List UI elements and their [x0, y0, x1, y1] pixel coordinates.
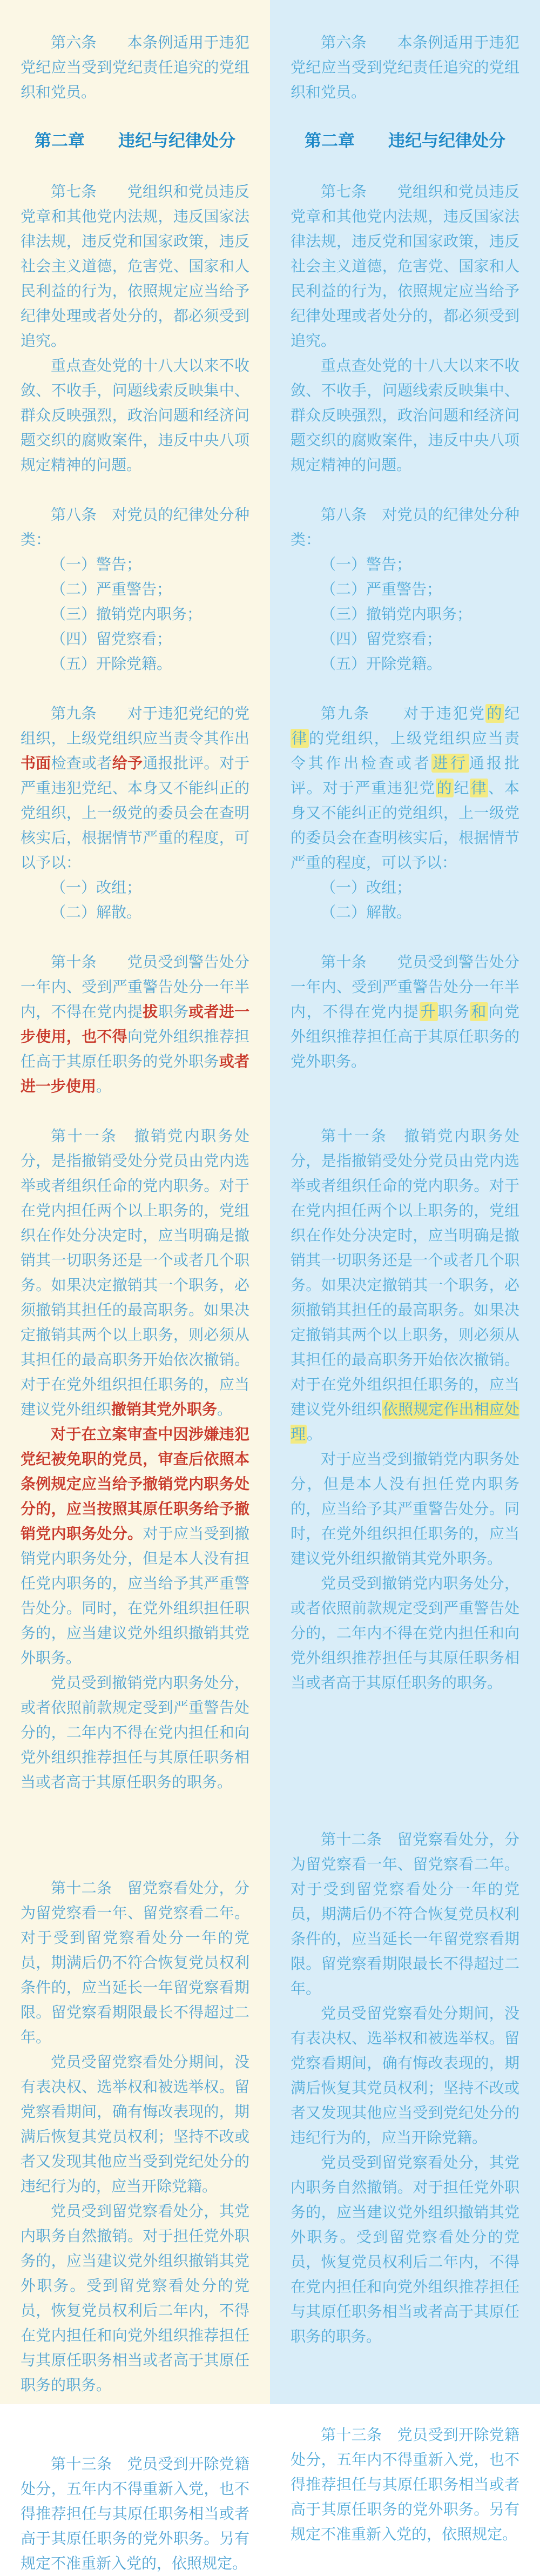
paragraph [291, 30, 519, 105]
text-run: 、本身又不能纠正的党组织，上一级党的委员会在查明核实后，根据情节严重的程度，可以予以： [291, 779, 519, 871]
text-run: 第六条 本条例适用于违犯党纪应当受到党纪责任追究的党组织和党员。 [21, 33, 249, 101]
added-text-highlight: 进行 [433, 754, 468, 772]
text-run: （一）改组； [321, 878, 412, 896]
text-run: （五）开除党籍。 [51, 655, 172, 673]
text-run: 第九条 对于违犯党纪的党组织，上级党组织应当责令其作出 [21, 705, 249, 747]
paragraph [21, 627, 249, 652]
removed-text-red: 撤销其党外职务 [111, 1400, 218, 1418]
text-run: 纪 [504, 705, 519, 722]
paragraph [291, 2001, 519, 2150]
text-run: （三）撤销党内职务； [321, 605, 473, 623]
paragraph [21, 950, 249, 1099]
text-run: 第十三条 党员受到开除党籍处分，五年内不得重新入党，也不得推荐担任与其原任职务相当或者高于其原任职务的党外职务。另有规定不准重新入党的，依照规定。 [291, 2426, 519, 2543]
old-version-column-article-8 [0, 478, 270, 676]
paragraph [21, 2199, 249, 2398]
text-run: 通报批评。对于严重违犯党 [291, 754, 519, 797]
paragraph [291, 602, 519, 627]
old-version-column-article-9 [0, 676, 270, 925]
text-run: 重点查处党的十八大以来不收敛、不收手，问题线索反映集中、群众反映强烈，政治问题和经济问题交织的腐败案件，违反中央八项规定精神的问题。 [291, 357, 519, 474]
old-version-column-article-13 [0, 2398, 270, 2576]
new-version-column-article-12 [270, 1795, 540, 2398]
text-run: （四）留党察看； [321, 630, 442, 648]
text-run: 第十二条 留党察看处分，分为留党察看一年、留党察看二年。对于受到留党察看处分一年的党员，期满后仍不符合恢复党员权利条件的，应当延长一年留党察看期限。留党察看期限最长不得超过二年。 [291, 1830, 519, 1997]
added-text-highlight: 律 [292, 729, 308, 747]
text-run: 第八条 对党员的纪律处分种类： [291, 506, 519, 548]
new-version-column-article-7 [270, 155, 540, 478]
new-version-column-article-10 [270, 925, 540, 1099]
paragraph [291, 552, 519, 577]
text-run: （五）开除党籍。 [321, 655, 442, 673]
text-run: 第十一条 撤销党内职务处分，是指撤销受处分党员由党内选举或者组织任命的党内职务。对于在党内担任两个以上职务的，党组织在作处分决定时，应当明确是撤销其一切职务还是一个或者几个职务。如果决定撤销其一个职务，必须撤销其担任的最高职务。如果决定撤销其两个以上职务，则必须从其担任的最高职务开始依次撤销。对于在党外组织担任职务的，应当建议党外组织 [21, 1127, 249, 1418]
paragraph [21, 179, 249, 353]
added-text-highlight: 升 [420, 1003, 437, 1021]
paragraph [291, 502, 519, 552]
text-run: 第十条 党员受到警告处分一年内、受到严重警告处分一年半内，不得在党内提 [21, 953, 249, 1021]
chapter-heading [291, 128, 519, 155]
text-run: （一）改组； [51, 878, 142, 896]
old-version-column-article-10 [0, 925, 270, 1099]
paragraph [21, 1422, 249, 1671]
text-run: 向党外组织推荐担任高于其原任职务的党外职务。 [291, 1003, 519, 1070]
text-run: 第十二条 留党察看处分，分为留党察看一年、留党察看二年。对于受到留党察看处分一年的党员，期满后仍不符合恢复党员权利条件的，应当延长一年留党察看期限。留党察看期限最长不得超过二年。 [21, 1879, 249, 2046]
text-run: 职务 [437, 1003, 470, 1021]
text-run: （二）严重警告； [321, 580, 442, 598]
text-run: 党员受到撤销党内职务处分，或者依照前款规定受到严重警告处分的，二年内不得在党内担任和向党外组织推荐担任与其原任职务相当或者高于其原任职务的职务。 [291, 1574, 519, 1692]
paragraph [291, 1124, 519, 1447]
added-text-highlight: 的 [436, 779, 453, 797]
old-version-column-article-11 [0, 1099, 270, 1795]
text-run: 对于应当受到撤销党内职务处分，但是本人没有担任党内职务的，应当给予其严重警告处分。同时，在党外组织担任职务的，应当建议党外组织撤销其党外职务。 [291, 1450, 519, 1567]
text-run: 向党外组织推荐担任高于其原任职务的党外职务 [21, 1028, 249, 1070]
removed-text-red: 对于在立案审查中因涉嫌违犯党纪被免职的党员，审查后依照本条例规定应当给予撤销党内职务处分的，应当按照其原任职务给予撤销党内职务处分。 [21, 1425, 249, 1542]
text-run: 。 [217, 1400, 233, 1418]
text-run: 第十一条 撤销党内职务处分，是指撤销受处分党员由党内选举或者组织任命的党内职务。对于在党内担任两个以上职务的，党组织在作处分决定时，应当明确是撤销其一切职务还是一个或者几个职务。如果决定撤销其一个职务，必须撤销其担任的最高职务。如果决定撤销其两个以上职务，则必须从其担任的最高职务开始依次撤销。对于在党外组织担任职务的，应当建议党外组织 [291, 1127, 519, 1418]
text-run: 通报批评。对于严重违犯党纪、本身又不能纠正的党组织，上一级党的委员会在查明核实后，根据情节严重的程度，可以予以： [21, 754, 249, 871]
paragraph [21, 502, 249, 552]
paragraph [21, 602, 249, 627]
added-text-highlight: 依照规定作出相应处理 [291, 1400, 519, 1443]
old-version-column-chapter-2 [0, 105, 270, 155]
text-run: （三）撤销党内职务； [51, 605, 202, 623]
new-version-column-article-9 [270, 676, 540, 925]
text-run: 党员受到留党察看处分，其党内职务自然撤销。对于担任党外职务的，应当建议党外组织撤销其党外职务。受到留党察看处分的党员，恢复党员权利后二年内，不得在党内担任和向党外组织推荐担任与其原任职务相当或者高于其原任职务的职务。 [291, 2154, 519, 2345]
paragraph [291, 179, 519, 353]
text-run: 第十条 党员受到警告处分一年内、受到严重警告处分一年半内，不得在党内提 [291, 953, 519, 1021]
text-run: （一）警告； [321, 555, 412, 573]
paragraph [291, 701, 519, 875]
removed-text-red: 或者进一步使用 [21, 1052, 249, 1095]
text-run: 第二章 违纪与纪律处分 [305, 131, 505, 151]
text-run: （二）解散。 [51, 903, 142, 921]
text-run: 。 [307, 1425, 322, 1443]
paragraph [291, 353, 519, 478]
paragraph [291, 2150, 519, 2349]
old-version-column-article-7 [0, 155, 270, 478]
text-run: 第八条 对党员的纪律处分种类： [21, 506, 249, 548]
new-version-column-article-8 [270, 478, 540, 676]
added-text-highlight: 和 [471, 1003, 488, 1021]
paragraph [291, 900, 519, 925]
paragraph [21, 2452, 249, 2576]
paragraph [291, 627, 519, 652]
added-text-highlight: 律 [471, 779, 488, 797]
text-run: 第十三条 党员受到开除党籍处分，五年内不得重新入党，也不得推荐担任与其原任职务相当或者高于其原任职务的党外职务。另有规定不准重新入党的，依照规定。 [21, 2455, 249, 2572]
new-version-column-article-6 [270, 0, 540, 105]
text-run: 党员受留党察看处分期间，没有表决权、选举权和被选举权。留党察看期间，确有悔改表现的，期满后恢复其党员权利；坚持不改或者又发现其他应当受到党纪处分的违纪行为的，应当开除党籍。 [291, 2004, 519, 2146]
paragraph [21, 875, 249, 900]
text-run: 党员受到撤销党内职务处分，或者依照前款规定受到严重警告处分的，二年内不得在党内担任和向党外组织推荐担任与其原任职务相当或者高于其原任职务的职务。 [21, 1674, 249, 1791]
text-run: 。 [96, 1077, 112, 1095]
removed-text-red: 或者进一步使用，也不得 [21, 1003, 249, 1045]
paragraph [291, 2423, 519, 2547]
removed-text-red: 书面 [21, 754, 51, 772]
paragraph [21, 652, 249, 676]
text-run: （二）解散。 [321, 903, 412, 921]
paragraph [21, 701, 249, 875]
paragraph [21, 353, 249, 478]
text-run: 重点查处党的十八大以来不收敛、不收手，问题线索反映集中、群众反映强烈，政治问题和经济问题交织的腐败案件，违反中央八项规定精神的问题。 [21, 357, 249, 474]
text-run: 党员受留党察看处分期间，没有表决权、选举权和被选举权。留党察看期间，确有悔改表现的，期满后恢复其党员权利；坚持不改或者又发现其他应当受到党纪处分的违纪行为的，应当开除党籍。 [21, 2053, 249, 2195]
text-run: （一）警告； [51, 555, 142, 573]
new-version-column-chapter-2 [270, 105, 540, 155]
text-run: 检查或者 [51, 754, 112, 772]
text-run: 职务 [158, 1003, 189, 1021]
text-run: 的党组织，上级党组织应当责令其作出检查或者 [291, 729, 519, 772]
text-run: 党员受到留党察看处分，其党内职务自然撤销。对于担任党外职务的，应当建议党外组织撤销其党外职务。受到留党察看处分的党员，恢复党员权利后二年内，不得在党内担任和向党外组织推荐担任与其原任职务相当或者高于其原任职务的职务。 [21, 2202, 249, 2394]
text-run: （二）严重警告； [51, 580, 172, 598]
paragraph [291, 950, 519, 1074]
paragraph [21, 1124, 249, 1422]
paragraph [21, 30, 249, 105]
text-run: 纪 [454, 779, 470, 797]
text-run: 第二章 违纪与纪律处分 [35, 131, 235, 151]
chapter-heading [21, 128, 249, 155]
text-run: （四）留党察看； [51, 630, 172, 648]
paragraph [21, 1671, 249, 1795]
text-run: 第七条 党组织和党员违反党章和其他党内法规，违反国家法律法规，违反党和国家政策，违反社会主义道德，危害党、国家和人民利益的行为，依照规定应当给予纪律处理或者处分的，都必须受到追究。 [291, 183, 519, 350]
new-version-column-article-11 [270, 1099, 540, 1795]
text-run: 第七条 党组织和党员违反党章和其他党内法规，违反国家法律法规，违反党和国家政策，违反社会主义道德，危害党、国家和人民利益的行为，依照规定应当给予纪律处理或者处分的，都必须受到追究。 [21, 183, 249, 350]
removed-text-red: 给予 [112, 754, 143, 772]
paragraph [21, 1876, 249, 2050]
paragraph [291, 577, 519, 602]
old-version-column-article-12 [0, 1795, 270, 2398]
new-version-column-article-13 [270, 2398, 540, 2576]
text-run: 第六条 本条例适用于违犯党纪应当受到党纪责任追究的党组织和党员。 [291, 33, 519, 101]
paragraph [291, 1571, 519, 1695]
paragraph [21, 900, 249, 925]
paragraph [21, 552, 249, 577]
paragraph [21, 577, 249, 602]
text-run: 第九条 对于违犯党 [321, 705, 486, 722]
paragraph [291, 875, 519, 900]
text-run: 对于应当受到撤销党内职务处分，但是本人没有担任党内职务的，应当给予其严重警告处分。同时，在党外组织担任职务的，应当建议党外组织撤销其党外职务。 [21, 1525, 249, 1667]
paragraph [291, 652, 519, 676]
old-version-column-article-6 [0, 0, 270, 105]
paragraph [291, 1447, 519, 1571]
added-text-highlight: 的 [487, 705, 503, 722]
paragraph [21, 2050, 249, 2199]
removed-text-red: 拔 [143, 1003, 158, 1021]
paragraph [291, 1827, 519, 2001]
